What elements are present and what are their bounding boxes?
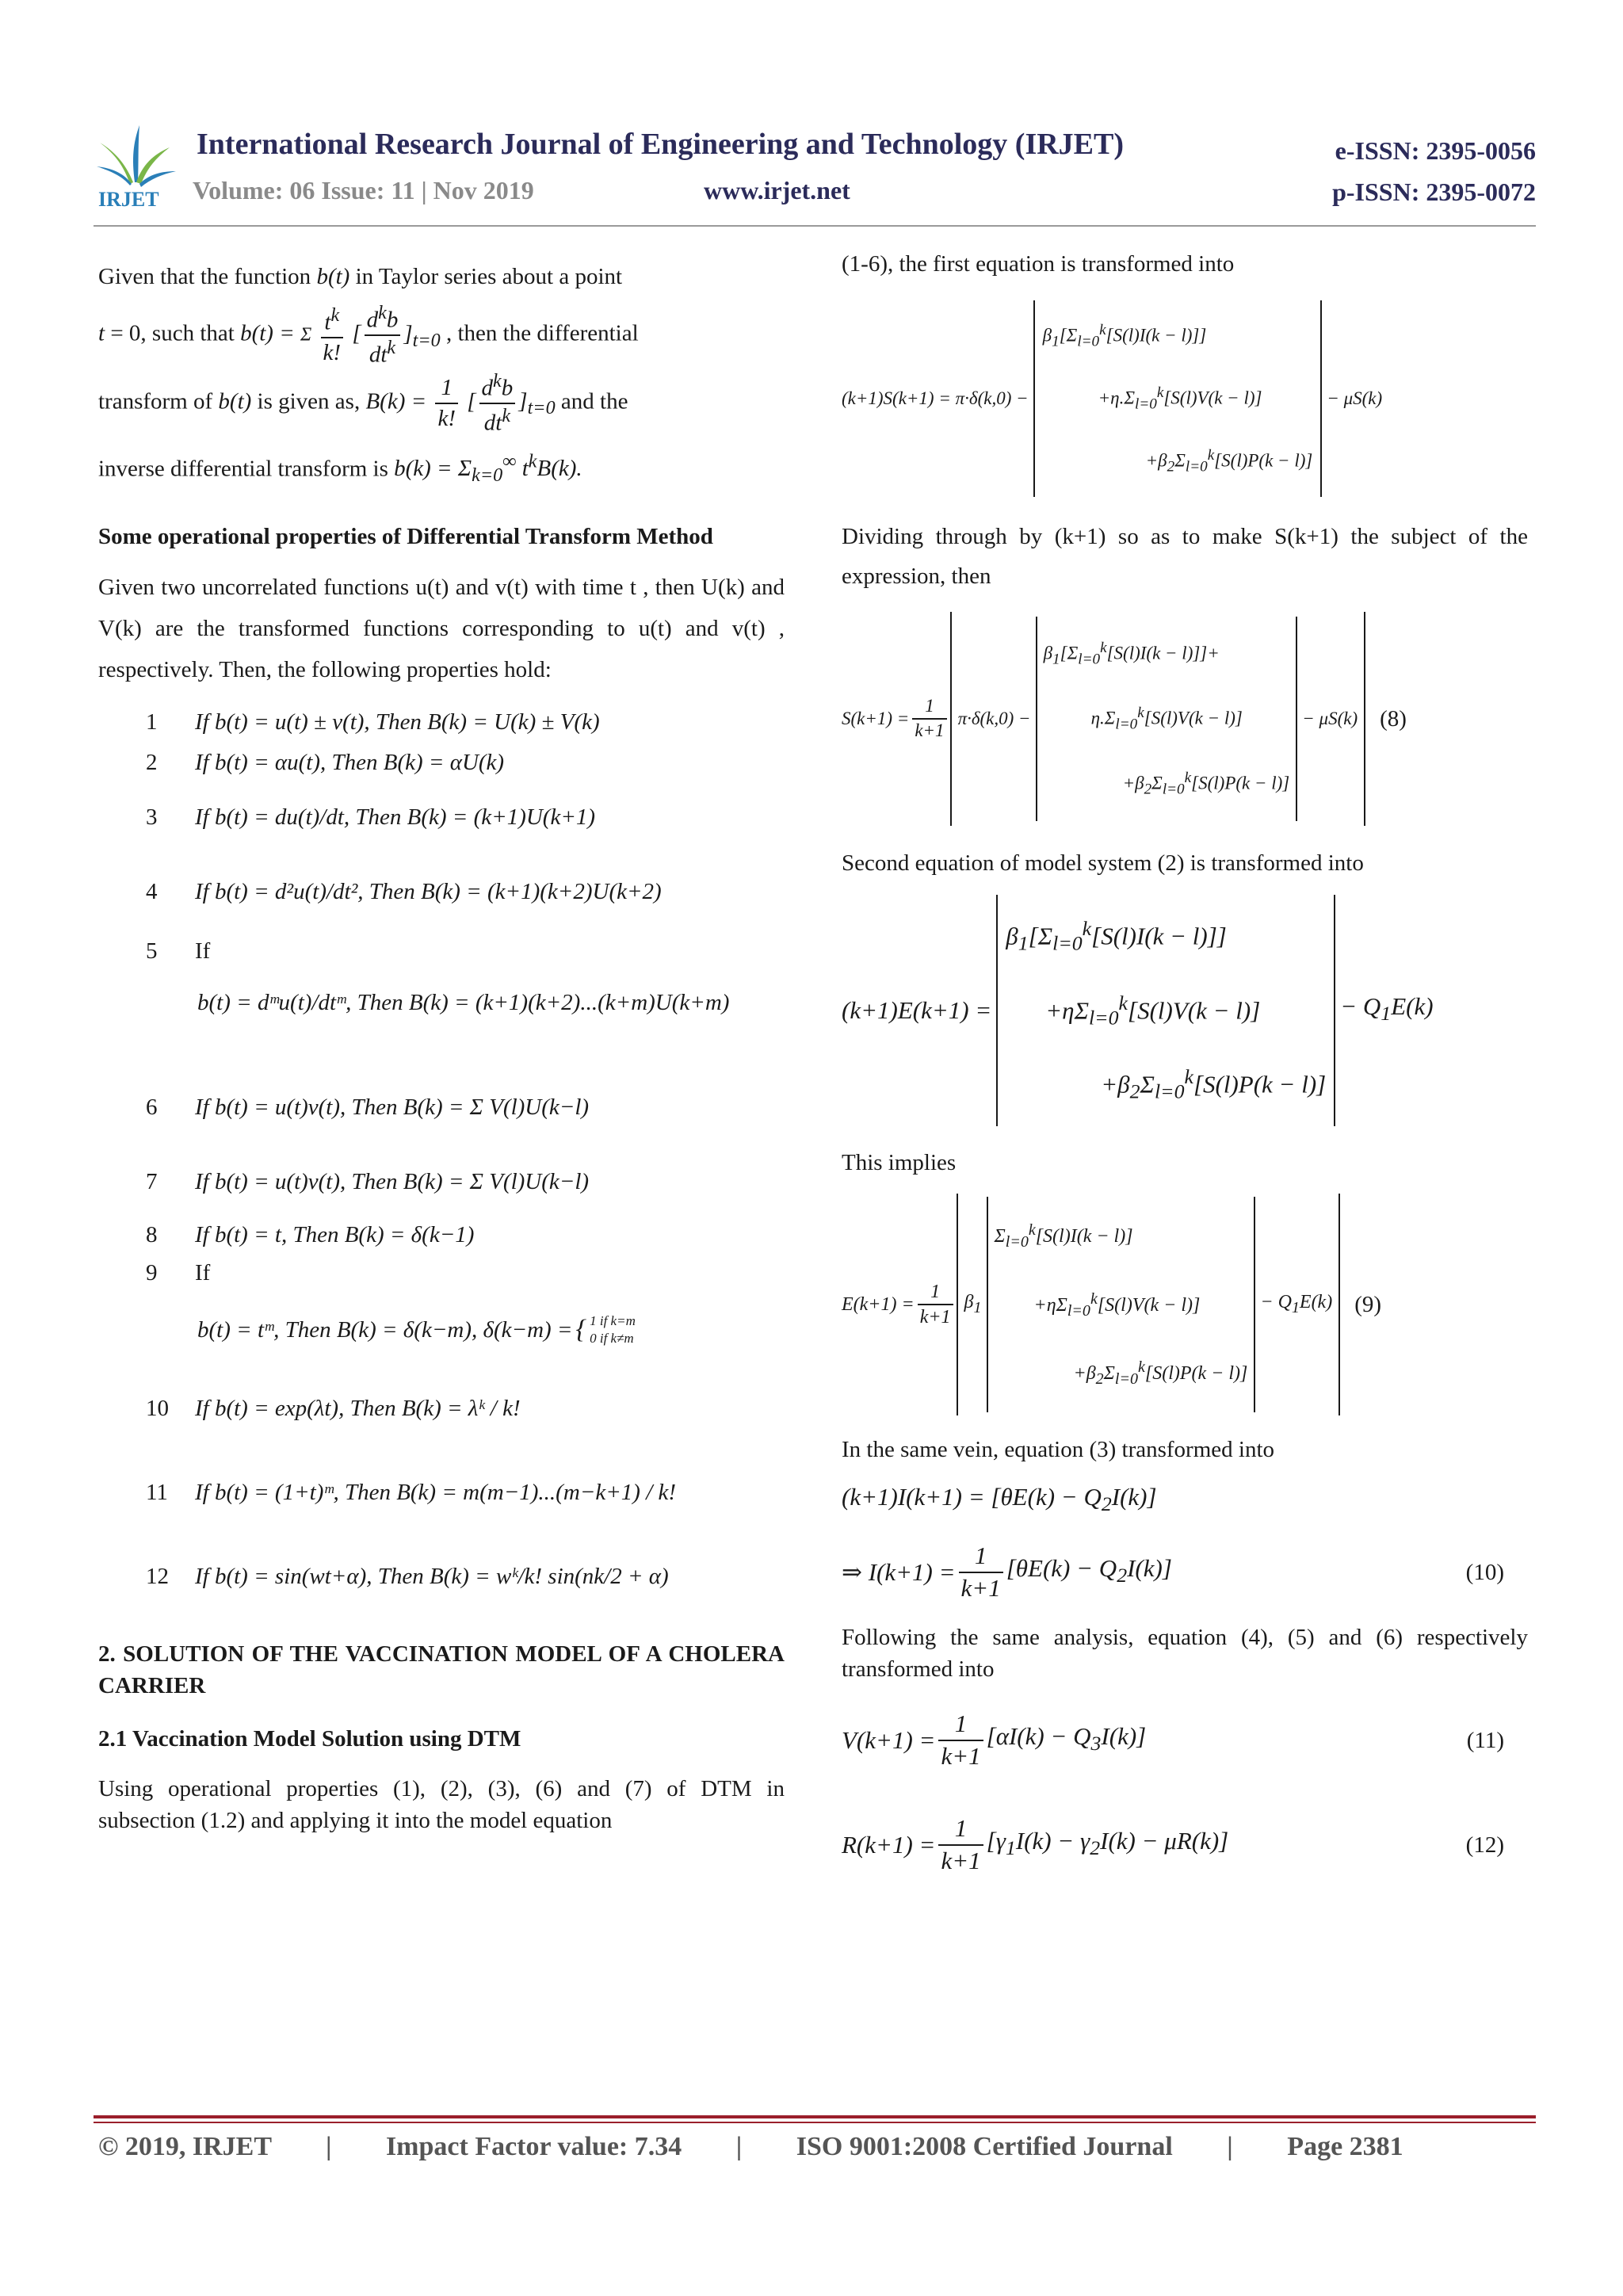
taylor-intro: Given that the function b(t) in Taylor series about a point t = 0, such that b(t) = Σ $\frac{t^k}{k!}$ [ $\frac{d^kb}{dt^k}$ ]$_{t=0}$ , then the differential transform of b(t) is given as, B(k) = $\frac{1}{k!}$ [ $\frac{d^kb}{dt^k}$ ]$_{t=0}$ and the inverse differential transform is $b(k) = \Sigma_{k=0}^\infty$ $t^kB(k)$. [98, 264, 639, 487]
left-column [98, 252, 785, 1836]
irjet-logo [94, 119, 181, 210]
header-divider [94, 225, 1536, 227]
property-item: 1 If b(t) = u(t) ± v(t), Then B(k) = U(k) ± V(k) [146, 709, 600, 735]
footer-page-number: Page 2381 [1287, 2132, 1403, 2161]
volume-issue: Volume: 06 Issue: 11 | Nov 2019 [193, 176, 534, 204]
equation-9-number: (9) [1354, 1292, 1382, 1317]
dtm-application-paragraph: Using operational properties (1), (2), (3), (6) and (7) of DTM in subsection (1.2) and applying it into the model equation [98, 1776, 785, 1834]
following-analysis-paragraph: Following the same analysis, equation (4), (5) and (6) respectively transformed into [842, 1625, 1528, 1682]
property-item: 8 If b(t) = t, Then B(k) = δ(k−1) [146, 1222, 475, 1248]
properties-heading: Some operational properties of Differential Transform Method [98, 524, 713, 550]
same-vein-paragraph: In the same vein, equation (3) transformed into [842, 1437, 1275, 1462]
equation-11: V(k+1) = $\frac{1}{k+1}$ $[\alpha I(k) - Q_3I(k)]$ (11) [842, 1710, 1504, 1770]
property-item: 2 If b(t) = αu(t), Then B(k) = αU(k) [146, 750, 505, 776]
properties-list [98, 701, 785, 1616]
second-transformed-equation: (k+1)E(k+1) = $\beta_1[\Sigma_{l=0}^k[S(l)I(k - l)]]$ $+\eta\Sigma_{l=0}^k[S(l)V(k - l)]$ $+\beta_2\Sigma_{l=0}^k[S(l)P(k - l)]$ − $Q_1E(k)$ [842, 896, 1528, 1125]
equation-8: S(k+1) = $\frac{1}{k+1}$ π·δ(k,0) − $\beta_1[\Sigma_{l=0}^k[S(l)I(k - l)]]+$ $\eta.\Sigma_{l=0}^k[S(l)V(k - l)]$ $+\beta_2\Sigma_{l=0}^k[S(l)P(k - l)]$ − μS(k) (8) [842, 612, 1528, 826]
property-item: 12 If b(t) = sin(wt+α), Then B(k) = wᵏ/k! sin(nk/2 + α) [146, 1564, 669, 1590]
section-2-1-heading: 2.1 Vaccination Model Solution using DTM [98, 1726, 521, 1752]
right-column [842, 252, 1528, 1883]
page-footer: © 2019, IRJET | Impact Factor value: 7.34 | ISO 9001:2008 Certified Journal | Page 2381 [98, 2132, 1403, 2161]
property-item: 9 If [146, 1260, 211, 1286]
page-header [94, 119, 1536, 230]
equation-8-number: (8) [1380, 706, 1407, 732]
equation-10-step: $(k+1)I(k+1) = [\theta E(k) - Q_2I(k)]$ [842, 1483, 1157, 1516]
this-implies-text: This implies [842, 1150, 957, 1175]
svg-text:IRJET: IRJET [98, 188, 159, 210]
journal-website: www.irjet.net [704, 176, 850, 204]
p-issn: p-ISSN: 2395-0072 [1332, 178, 1536, 206]
property-item: 10 If b(t) = exp(λt), Then B(k) = λᵏ / k! [146, 1396, 521, 1422]
e-issn: e-ISSN: 2395-0056 [1335, 136, 1536, 165]
property-5-formula: b(t) = dᵐu(t)/dtᵐ, Then B(k) = (k+1)(k+2)...(k+m)U(k+m) [197, 990, 730, 1016]
section-2-heading: 2. SOLUTION OF THE VACCINATION MODEL OF A CHOLERA CARRIER [98, 1641, 785, 1699]
property-9-formula: b(t) = tᵐ, Then B(k) = δ(k−m), δ(k−m) = { 1 if k=m 0 if k≠m [197, 1313, 636, 1347]
property-item: 5 If [146, 938, 211, 965]
property-item: 6 If b(t) = u(t)v(t), Then B(k) = Σ V(l)U(k−l) [146, 1095, 590, 1121]
second-equation-intro: Second equation of model system (2) is transformed into [842, 850, 1364, 876]
equation-10: ⇒ I(k+1) = $\frac{1}{k+1}$ $[\theta E(k) - Q_2I(k)]$ (10) [842, 1541, 1504, 1602]
uncorrelated-functions-paragraph: Given two uncorrelated functions u(t) and v(t) with time t , then U(k) and V(k) are the transformed functions corresponding to u(t) and v(t) , respectively. Then, the following properties hold: [98, 575, 785, 683]
footer-copyright: © 2019, IRJET [98, 2132, 272, 2161]
footer-iso: ISO 9001:2008 Certified Journal [796, 2132, 1173, 2161]
equation-12-number: (12) [1465, 1832, 1504, 1858]
equation-11-number: (11) [1466, 1728, 1504, 1753]
journal-title: International Research Journal of Engineering and Technology (IRJET) [197, 128, 1125, 161]
equation-12: R(k+1) = $\frac{1}{k+1}$ $[\gamma_1I(k) - \gamma_2I(k) - \mu R(k)]$ (12) [842, 1814, 1504, 1874]
first-transformed-equation: (k+1)S(k+1) = π·δ(k,0) − $\beta_1[\Sigma_{l=0}^k[S(l)I(k - l)]]$ $+\eta.\Sigma_{l=0}^k[S(l)V(k - l)]$ $+\beta_2\Sigma_{l=0}^k[S(l)P(k - l)]$ − μS(k) [842, 300, 1528, 498]
dividing-through-paragraph: Dividing through by (k+1) so as to make S(k+1) the subject of the expression, then [842, 524, 1528, 589]
footer-impact-factor: Impact Factor value: 7.34 [385, 2132, 682, 2161]
footer-divider [94, 2115, 1536, 2118]
equation-9: E(k+1) = $\frac{1}{k+1}$ $\beta_1$ $\Sigma_{l=0}^k[S(l)I(k - l)]$ $+\eta\Sigma_{l=0}^k[S(l)V(k - l)]$ $+\beta_2\Sigma_{l=0}^k[S(l)P(k - l)]$ − $Q_1E(k)$ (9) [842, 1194, 1528, 1415]
property-item: 4 If b(t) = d²u(t)/dt², Then B(k) = (k+1)(k+2)U(k+2) [146, 879, 662, 905]
equation-10-number: (10) [1465, 1560, 1504, 1585]
footer-divider-thin [94, 2122, 1536, 2123]
property-item: 11 If b(t) = (1+t)ᵐ, Then B(k) = m(m−1)...(m−k+1) / k! [146, 1480, 677, 1506]
first-equation-intro: (1-6), the first equation is transformed into [842, 251, 1235, 277]
property-item: 3 If b(t) = du(t)/dt, Then B(k) = (k+1)U(k+1) [146, 804, 596, 831]
property-item: 7 If b(t) = u(t)v(t), Then B(k) = Σ V(l)U(k−l) [146, 1169, 590, 1195]
